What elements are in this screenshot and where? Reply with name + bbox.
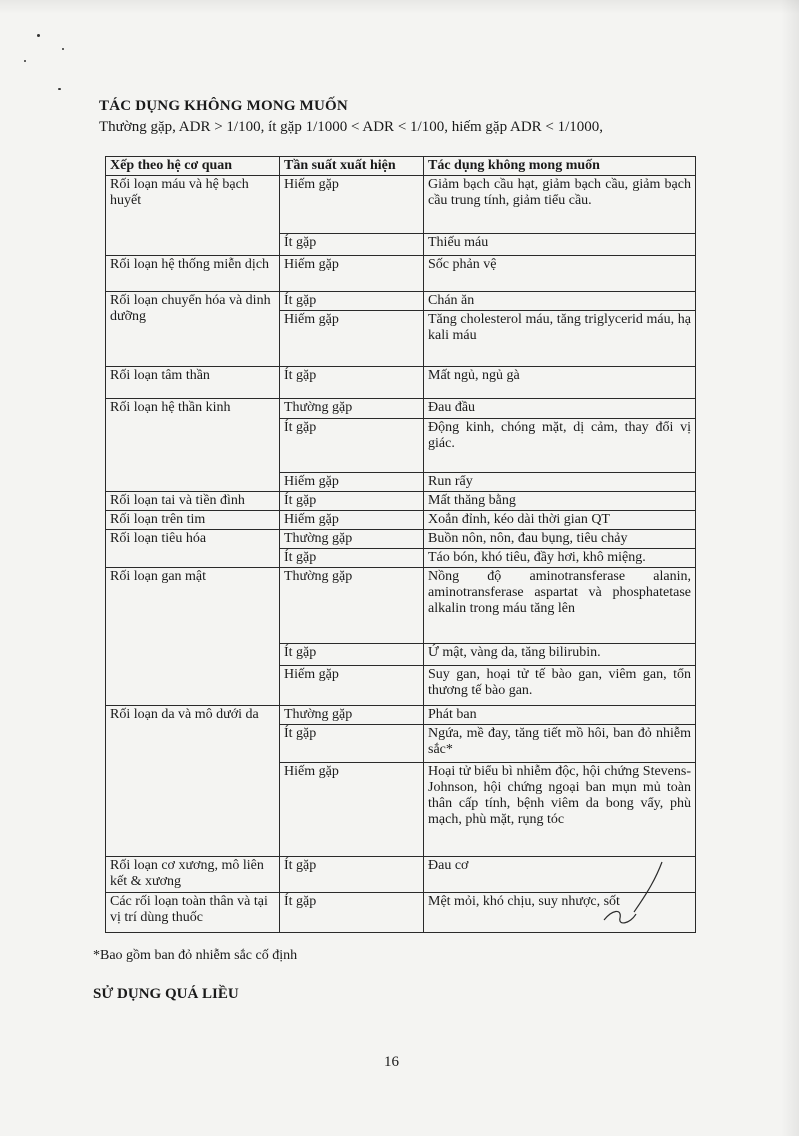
frequency-cell: Thường gặp — [280, 399, 424, 419]
effect-cell: Thiếu máu — [424, 234, 696, 256]
frequency-cell: Ít gặp — [280, 725, 424, 763]
table-row — [106, 292, 696, 311]
organ-system-cell: Rối loạn da và mô dưới da — [106, 706, 280, 857]
scan-shadow-right — [781, 0, 799, 1136]
effect-cell: Mệt mỏi, khó chịu, suy nhược, sốt — [424, 893, 696, 933]
organ-system-cell: Rối loạn tai và tiền đình — [106, 492, 280, 511]
frequency-cell: Thường gặp — [280, 568, 424, 644]
organ-system-cell: Rối loạn chuyển hóa và dinh dưỡng — [106, 292, 280, 367]
effect-cell: Ngứa, mề đay, tăng tiết mồ hôi, ban đỏ nhiễm sắc* — [424, 725, 696, 763]
table-row — [106, 511, 696, 530]
frequency-note: Thường gặp, ADR > 1/100, ít gặp 1/1000 < ADR < 1/100, hiếm gặp ADR < 1/1000, — [99, 119, 604, 135]
effect-cell: Táo bón, khó tiêu, đầy hơi, khô miệng. — [424, 549, 696, 568]
scan-shadow-top — [0, 0, 799, 14]
scan-speck — [37, 34, 40, 37]
organ-system-cell: Rối loạn hệ thần kinh — [106, 399, 280, 492]
table-row — [106, 568, 696, 644]
organ-system-cell: Rối loạn trên tim — [106, 511, 280, 530]
table-row — [106, 706, 696, 725]
effect-cell: Chán ăn — [424, 292, 696, 311]
frequency-cell: Ít gặp — [280, 549, 424, 568]
effect-cell: Mất thăng bằng — [424, 492, 696, 511]
organ-system-cell: Rối loạn tiêu hóa — [106, 530, 280, 568]
section-title: TÁC DỤNG KHÔNG MONG MUỐN — [99, 98, 348, 114]
effect-cell: Run rẩy — [424, 473, 696, 492]
signature-mark — [590, 858, 680, 928]
frequency-cell: Thường gặp — [280, 530, 424, 549]
table-row — [106, 530, 696, 549]
effect-cell: Buồn nôn, nôn, đau bụng, tiêu chảy — [424, 530, 696, 549]
frequency-cell: Ít gặp — [280, 292, 424, 311]
effect-cell: Giảm bạch cầu hạt, giảm bạch cầu, giảm bạch cầu trung tính, giảm tiểu cầu. — [424, 176, 696, 234]
scan-speck — [58, 88, 61, 90]
effect-cell: Phát ban — [424, 706, 696, 725]
frequency-cell: Ít gặp — [280, 367, 424, 399]
table-row — [106, 256, 696, 292]
frequency-cell: Ít gặp — [280, 644, 424, 666]
effect-cell: Mất ngủ, ngủ gà — [424, 367, 696, 399]
frequency-cell: Hiếm gặp — [280, 511, 424, 530]
effect-cell: Đau cơ — [424, 857, 696, 893]
frequency-cell: Thường gặp — [280, 706, 424, 725]
table-row — [106, 367, 696, 399]
next-section-title: SỬ DỤNG QUÁ LIỀU — [93, 986, 239, 1002]
effect-cell: Nồng độ aminotransferase alanin, aminotransferase aspartat và phosphatetase alkalin trong máu tăng lên — [424, 568, 696, 644]
effect-cell: Sốc phản vệ — [424, 256, 696, 292]
organ-system-cell: Rối loạn tâm thần — [106, 367, 280, 399]
frequency-cell: Ít gặp — [280, 492, 424, 511]
table-header-row — [106, 157, 696, 176]
frequency-cell: Hiếm gặp — [280, 473, 424, 492]
scan-speck — [62, 48, 64, 50]
table-row — [106, 176, 696, 234]
frequency-cell: Hiếm gặp — [280, 666, 424, 706]
effect-cell: Tăng cholesterol máu, tăng triglycerid máu, hạ kali máu — [424, 311, 696, 367]
frequency-cell: Hiếm gặp — [280, 176, 424, 234]
frequency-cell: Hiếm gặp — [280, 763, 424, 857]
effect-cell: Ứ mật, vàng da, tăng bilirubin. — [424, 644, 696, 666]
table-row — [106, 492, 696, 511]
frequency-cell: Ít gặp — [280, 234, 424, 256]
effect-cell: Đau đầu — [424, 399, 696, 419]
header-adverse-effect: Tác dụng không mong muốn — [424, 157, 696, 176]
organ-system-cell: Rối loạn hệ thống miễn dịch — [106, 256, 280, 292]
frequency-cell: Ít gặp — [280, 893, 424, 933]
table-row — [106, 399, 696, 419]
organ-system-cell: Các rối loạn toàn thân và tại vị trí dùng thuốc — [106, 893, 280, 933]
organ-system-cell: Rối loạn máu và hệ bạch huyết — [106, 176, 280, 256]
header-frequency: Tần suất xuất hiện — [280, 157, 424, 176]
header-organ-system: Xếp theo hệ cơ quan — [106, 157, 280, 176]
adverse-effects-table — [105, 156, 696, 933]
table-footnote: *Bao gồm ban đỏ nhiễm sắc cố định — [93, 948, 298, 963]
effect-cell: Động kinh, chóng mặt, dị cảm, thay đổi vị giác. — [424, 419, 696, 473]
effect-cell: Suy gan, hoại tử tế bào gan, viêm gan, tổn thương tế bào gan. — [424, 666, 696, 706]
frequency-cell: Hiếm gặp — [280, 311, 424, 367]
organ-system-cell: Rối loạn cơ xương, mô liên kết & xương — [106, 857, 280, 893]
frequency-cell: Ít gặp — [280, 857, 424, 893]
effect-cell: Hoại tử biểu bì nhiễm độc, hội chứng Stevens-Johnson, hội chứng ngoại ban mụn mủ toàn thân cấp tính, bệnh viêm da bong vẩy, phù mạch, phù mặt, rụng tóc — [424, 763, 696, 857]
organ-system-cell: Rối loạn gan mật — [106, 568, 280, 706]
frequency-cell: Ít gặp — [280, 419, 424, 473]
frequency-cell: Hiếm gặp — [280, 256, 424, 292]
page-number: 16 — [384, 1054, 399, 1070]
effect-cell: Xoắn đỉnh, kéo dài thời gian QT — [424, 511, 696, 530]
scan-speck — [24, 60, 26, 62]
